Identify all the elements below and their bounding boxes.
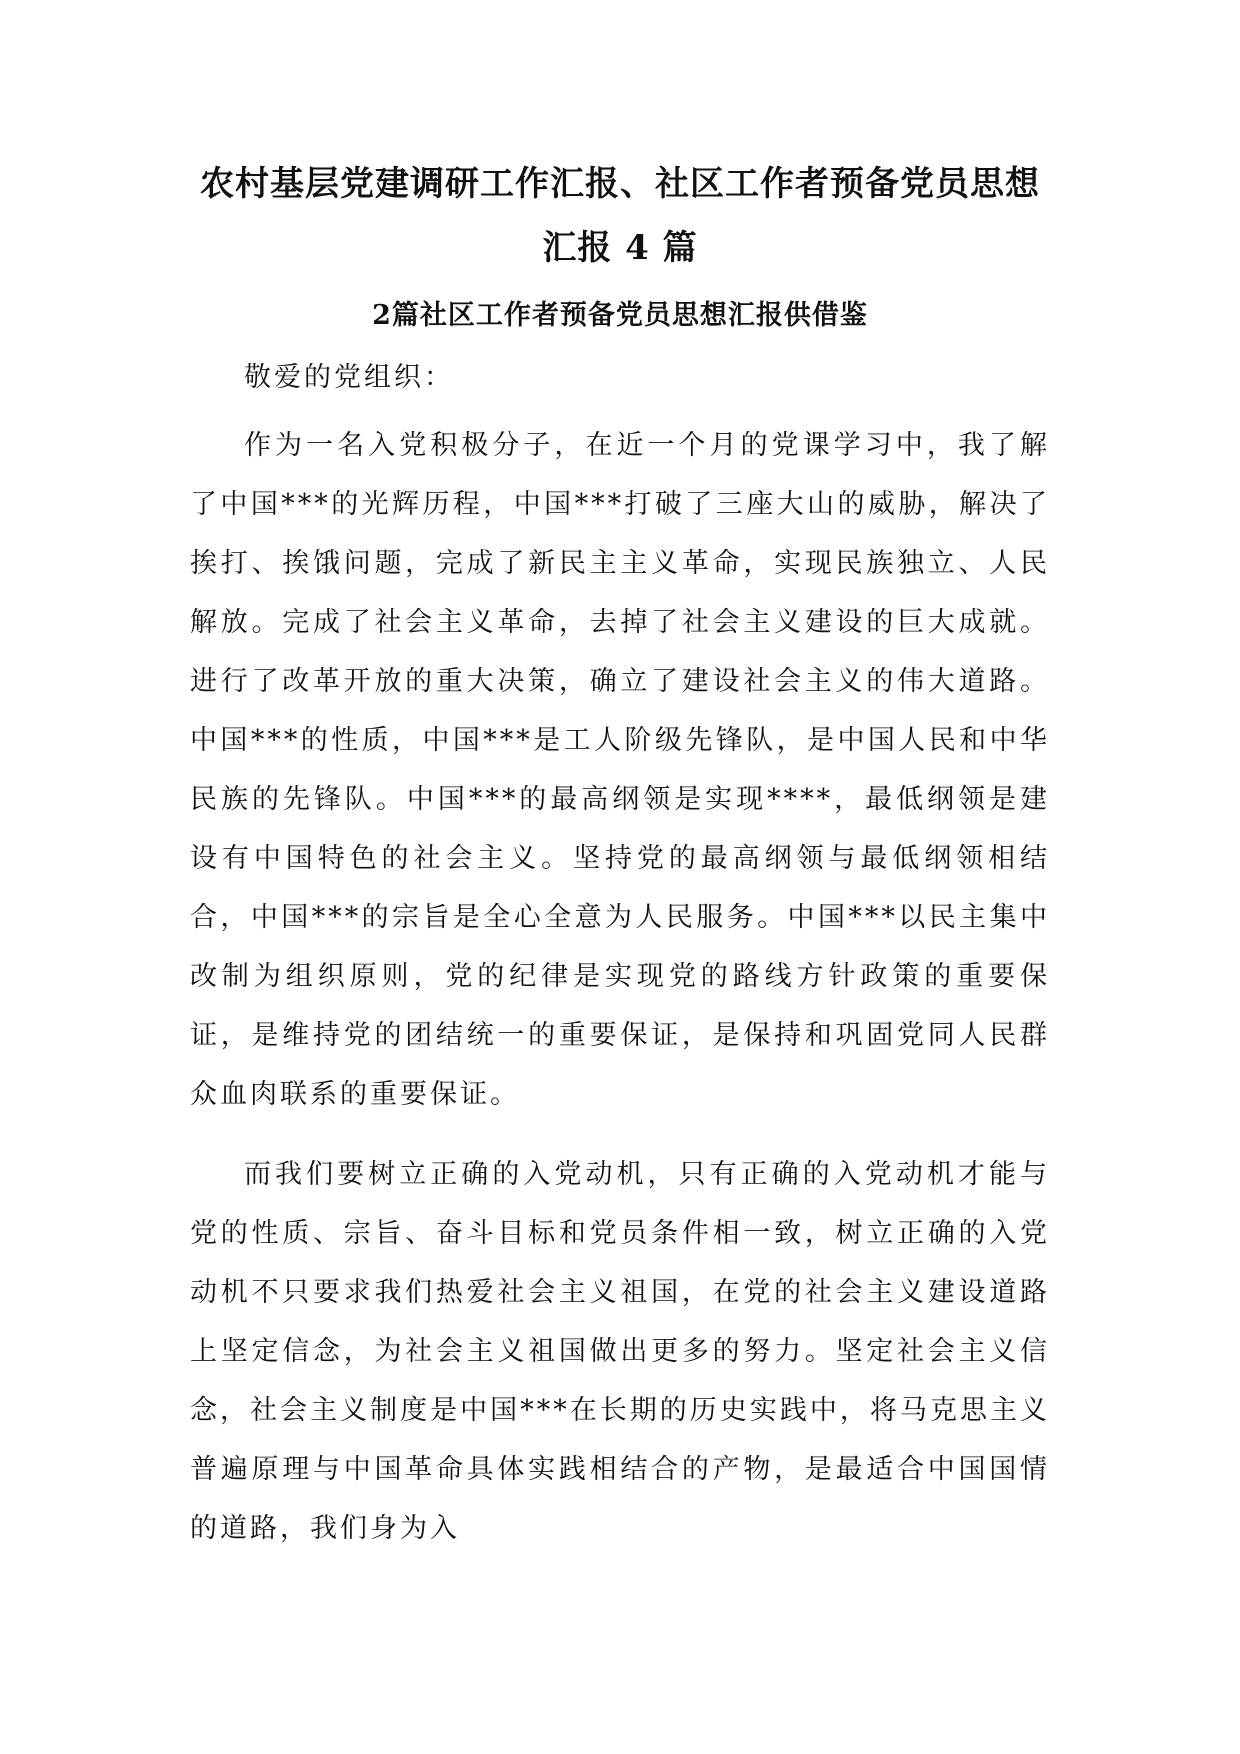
paragraph-1: 作为一名入党积极分子，在近一个月的党课学习中，我了解了中国***的光辉历程，中国***打破了三座大山的威胁，解决了挨打、挨饿问题，完成了新民主主义革命，实现民族独立、人民解放。完成了社会主义革命，去掉了社会主义建设的巨大成就。进行了改革开放的重大决策，确立了建设社会主义的伟大道路。中国***的性质，中国***是工人阶级先锋队，是中国人民和中华民族的先锋队。中国***的最高纲领是实现****，最低纲领是建设有中国特色的社会主义。坚持党的最高纲领与最低纲领相结合，中国***的宗旨是全心全意为人民服务。中国***以民主集中改制为组织原则，党的纪律是实现党的路线方针政策的重要保证，是维持党的团结统一的重要保证，是保持和巩固党同人民群众血肉联系的重要保证。 <box>190 430 1050 1110</box>
paragraph-2: 而我们要树立正确的入党动机，只有正确的入党动机才能与党的性质、宗旨、奋斗目标和党员条件相一致，树立正确的入党动机不只要求我们热爱社会主义祖国，在党的社会主义建设道路上坚定信念，为社会主义祖国做出更多的努力。坚定社会主义信念，社会主义制度是中国***在长期的历史实践中，将马克思主义普遍原理与中国革命具体实践相结合的产物，是最适合中国国情的道路，我们身为入 <box>190 1159 1050 1544</box>
document-title: 农村基层党建调研工作汇报、社区工作者预备党员思想汇报 4 篇 <box>200 164 1040 268</box>
document-subtitle: 2篇社区工作者预备党员思想汇报供借鉴 <box>372 300 868 331</box>
salutation: 敬爱的党组织： <box>244 362 454 393</box>
document-content <box>190 152 1050 1558</box>
